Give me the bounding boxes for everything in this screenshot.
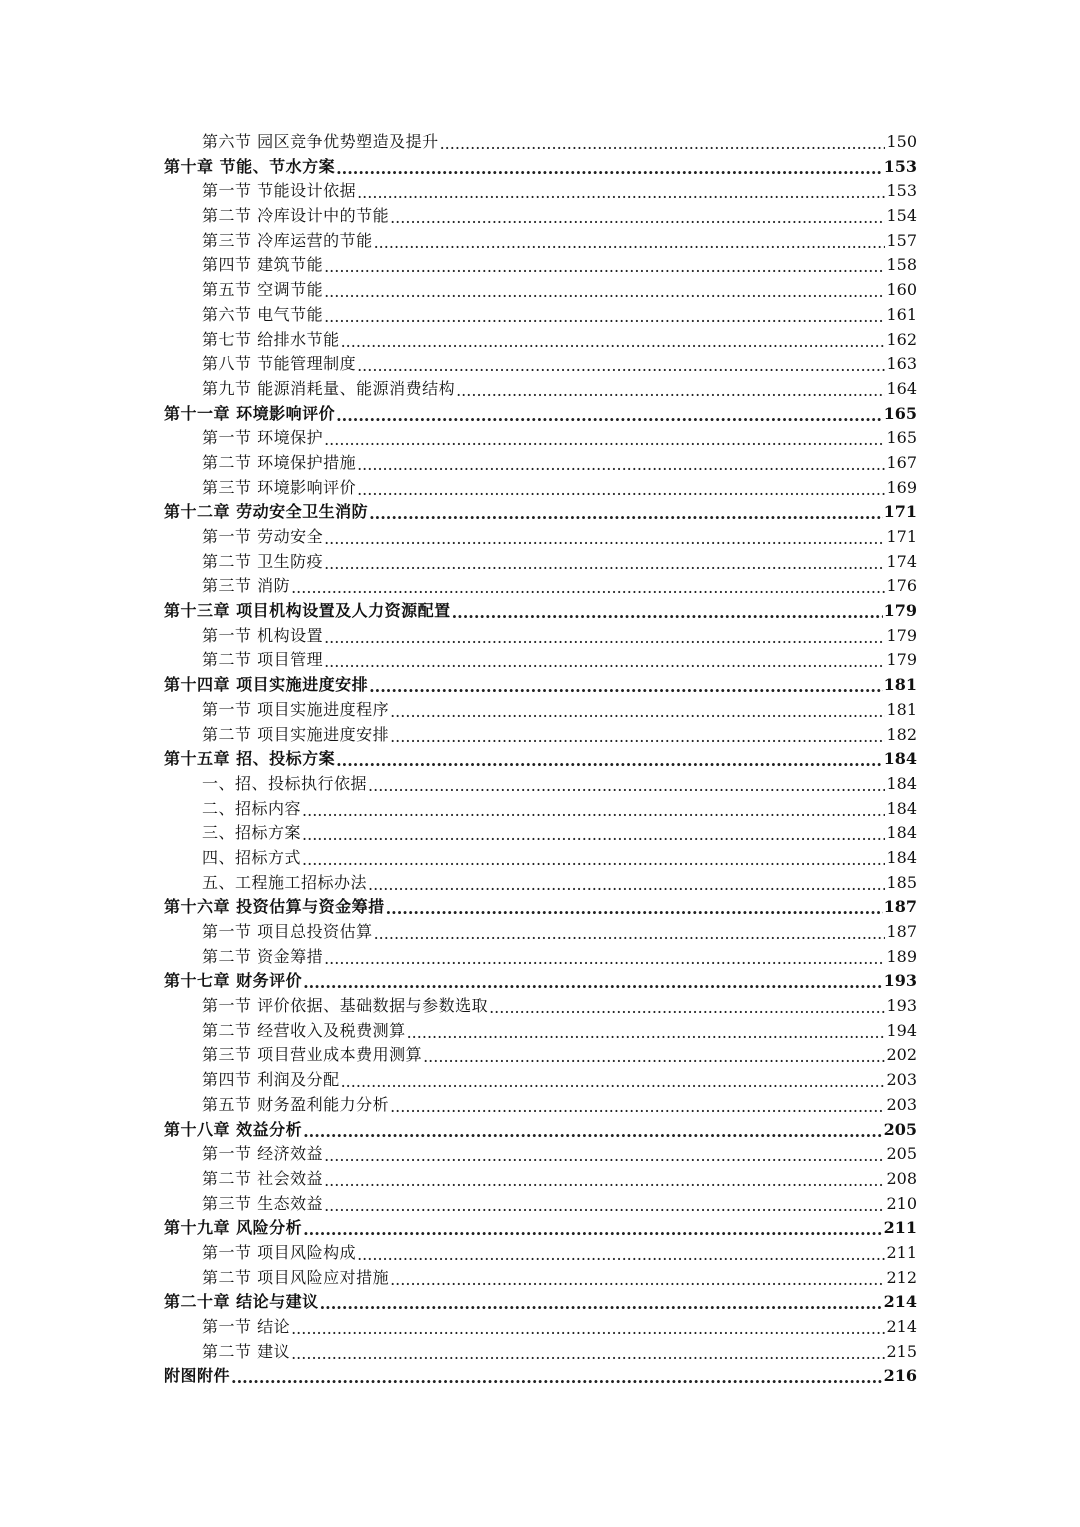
toc-page-number: 187 — [886, 922, 917, 941]
toc-page-number: 171 — [886, 527, 917, 546]
toc-entry-title: 第十五章 招、投标方案 — [164, 749, 336, 769]
toc-page-number: 182 — [886, 724, 917, 744]
dot-leader — [336, 749, 883, 774]
toc-entry-title: 第三节 环境影响评价 — [202, 477, 357, 497]
toc-section-row[interactable] — [164, 624, 917, 649]
toc-entry-title: 第三节 生态效益 — [202, 1193, 324, 1213]
dot-leader — [303, 971, 883, 996]
dot-leader — [357, 354, 885, 379]
toc-page-number: 165 — [883, 403, 917, 423]
dot-leader — [324, 650, 885, 675]
toc-entry-title: 第二节 冷库设计中的节能 — [202, 206, 390, 226]
toc-entry-title: 二、招标内容 — [202, 798, 302, 818]
toc-section-row[interactable] — [164, 846, 917, 871]
dot-leader — [407, 1021, 886, 1046]
toc-chapter-row[interactable] — [164, 500, 917, 525]
toc-chapter-row[interactable] — [164, 673, 917, 698]
dot-leader — [390, 725, 885, 750]
dot-leader — [336, 157, 883, 182]
toc-entry-title: 第二节 环境保护措施 — [202, 452, 357, 472]
toc-entry-title: 第二节 建议 — [202, 1341, 291, 1361]
toc-entry-title: 第一节 评价依据、基础数据与参数选取 — [202, 996, 489, 1016]
toc-chapter-row[interactable] — [164, 969, 917, 994]
toc-entry-title: 第六节 园区竞争优势塑造及提升 — [202, 132, 439, 151]
toc-page-number: 171 — [883, 502, 917, 522]
dot-leader — [324, 626, 885, 651]
toc-entry-title: 三、招标方案 — [202, 823, 302, 843]
dot-leader — [320, 1292, 883, 1317]
toc-page-number: 163 — [886, 354, 917, 374]
toc-page-number: 176 — [886, 576, 917, 596]
toc-entry-title: 第一节 项目风险构成 — [202, 1242, 357, 1262]
toc-entry-title: 第三节 消防 — [202, 576, 291, 596]
dot-leader — [324, 947, 885, 972]
toc-section-row[interactable] — [164, 130, 917, 155]
toc-section-row[interactable] — [164, 328, 917, 353]
dot-leader — [386, 897, 883, 922]
dot-leader — [390, 1268, 885, 1293]
dot-leader — [390, 1095, 885, 1120]
dot-leader — [390, 700, 885, 725]
toc-section-row[interactable] — [164, 1192, 917, 1217]
toc-section-row[interactable] — [164, 426, 917, 451]
dot-leader — [374, 231, 886, 256]
toc-chapter-row[interactable] — [164, 895, 917, 920]
dot-leader — [423, 1045, 885, 1070]
dot-leader — [324, 1194, 885, 1219]
toc-entry-title: 第十一章 环境影响评价 — [164, 403, 336, 423]
toc-entry-title: 第二节 卫生防疫 — [202, 551, 324, 571]
dot-leader — [324, 527, 885, 552]
dot-leader — [303, 1218, 883, 1243]
toc-section-row[interactable] — [164, 1315, 917, 1340]
toc-entry-title: 第七节 给排水节能 — [202, 329, 340, 349]
toc-chapter-row[interactable] — [164, 1290, 917, 1315]
table-of-contents — [164, 130, 917, 1389]
toc-page-number: 214 — [883, 1292, 917, 1312]
dot-leader — [336, 404, 883, 429]
toc-page-number: 212 — [886, 1267, 917, 1287]
toc-page-number: 174 — [886, 551, 917, 571]
toc-entry-title: 附图附件 — [164, 1366, 231, 1386]
dot-leader — [291, 1342, 885, 1367]
toc-page-number: 203 — [886, 1094, 917, 1114]
toc-entry-title: 第十章 节能、节水方案 — [164, 156, 336, 176]
toc-page-number: 154 — [886, 206, 917, 226]
toc-page-number: 184 — [886, 773, 917, 793]
toc-section-row[interactable] — [164, 352, 917, 377]
toc-page-number: 189 — [886, 946, 917, 966]
toc-page-number: 211 — [886, 1242, 917, 1262]
toc-page-number: 187 — [883, 897, 917, 917]
toc-entry-title: 第二节 项目风险应对措施 — [202, 1267, 390, 1287]
toc-section-row[interactable] — [164, 1340, 917, 1365]
toc-entry-title: 第一节 劳动安全 — [202, 527, 324, 546]
toc-entry-title: 第十八章 效益分析 — [164, 1119, 303, 1139]
toc-entry-title: 第一节 环境保护 — [202, 428, 324, 448]
toc-page-number: 153 — [883, 156, 917, 176]
toc-entry-title: 第四节 利润及分配 — [202, 1070, 340, 1090]
dot-leader — [357, 453, 885, 478]
dot-leader — [302, 848, 885, 873]
toc-section-row[interactable] — [164, 1093, 917, 1118]
dot-leader — [489, 996, 885, 1021]
dot-leader — [341, 1070, 886, 1095]
toc-page-number: 181 — [883, 675, 917, 695]
dot-leader — [357, 181, 885, 206]
dot-leader — [369, 502, 883, 527]
dot-leader — [440, 132, 886, 157]
toc-section-row[interactable] — [164, 303, 917, 328]
toc-entry-title: 第二节 社会效益 — [202, 1168, 324, 1188]
toc-entry-title: 第十二章 劳动安全卫生消防 — [164, 502, 369, 522]
toc-section-row[interactable] — [164, 1266, 917, 1291]
toc-chapter-row[interactable] — [164, 1118, 917, 1143]
toc-page-number: 215 — [886, 1341, 917, 1361]
toc-entry-title: 第二节 项目管理 — [202, 650, 324, 670]
toc-entry-title: 第三节 冷库运营的节能 — [202, 230, 373, 250]
toc-entry-title: 第二节 资金筹措 — [202, 946, 324, 966]
toc-entry-title: 第一节 机构设置 — [202, 625, 324, 645]
dot-leader — [324, 255, 885, 280]
toc-chapter-row[interactable] — [164, 1216, 917, 1241]
toc-chapter-row[interactable] — [164, 747, 917, 772]
dot-leader — [452, 601, 883, 626]
toc-entry-title: 第八节 节能管理制度 — [202, 354, 357, 374]
toc-entry-title: 第一节 项目总投资估算 — [202, 922, 373, 941]
toc-section-row[interactable] — [164, 821, 917, 846]
toc-page-number: 205 — [886, 1144, 917, 1164]
toc-section-row[interactable] — [164, 179, 917, 204]
dot-leader — [390, 206, 885, 231]
dot-leader — [291, 576, 885, 601]
toc-entry-title: 第一节 节能设计依据 — [202, 181, 357, 201]
dot-leader — [324, 428, 885, 453]
toc-section-row[interactable] — [164, 574, 917, 599]
toc-entry-title: 第五节 财务盈利能力分析 — [202, 1094, 390, 1114]
toc-page-number: 162 — [886, 329, 917, 349]
dot-leader — [368, 774, 885, 799]
toc-section-row[interactable] — [164, 698, 917, 723]
toc-entry-title: 第九节 能源消耗量、能源消费结构 — [202, 378, 456, 398]
toc-page-number: 216 — [883, 1366, 917, 1386]
toc-page-number: 157 — [886, 230, 917, 250]
toc-page-number: 179 — [886, 650, 917, 670]
toc-page-number: 184 — [886, 847, 917, 867]
dot-leader — [357, 478, 885, 503]
dot-leader — [341, 330, 886, 355]
toc-entry-title: 第二十章 结论与建议 — [164, 1292, 319, 1312]
dot-leader — [324, 1144, 885, 1169]
toc-page-number: 203 — [886, 1070, 917, 1090]
toc-page-number: 161 — [886, 304, 917, 324]
toc-section-row[interactable] — [164, 525, 917, 550]
dot-leader — [302, 823, 885, 848]
toc-chapter-row[interactable] — [164, 155, 917, 180]
toc-section-row[interactable] — [164, 253, 917, 278]
toc-page-number: 165 — [886, 428, 917, 448]
dot-leader — [374, 922, 886, 947]
dot-leader — [369, 675, 883, 700]
toc-entry-title: 一、招、投标执行依据 — [202, 773, 368, 793]
toc-entry-title: 五、工程施工招标办法 — [202, 872, 368, 892]
toc-section-row[interactable] — [164, 204, 917, 229]
toc-entry-title: 第五节 空调节能 — [202, 280, 324, 300]
toc-entry-title: 第十三章 项目机构设置及人力资源配置 — [164, 601, 451, 621]
toc-chapter-row[interactable] — [164, 402, 917, 427]
dot-leader — [324, 305, 885, 330]
toc-entry-title: 第十六章 投资估算与资金筹措 — [164, 897, 385, 917]
dot-leader — [291, 1317, 885, 1342]
toc-entry-title: 第十九章 风险分析 — [164, 1218, 303, 1238]
toc-entry-title: 四、招标方式 — [202, 847, 302, 867]
toc-entry-title: 第四节 建筑节能 — [202, 255, 324, 275]
toc-section-row[interactable] — [164, 772, 917, 797]
toc-entry-title: 第二节 经营收入及税费测算 — [202, 1020, 406, 1040]
toc-page-number: 211 — [883, 1218, 917, 1238]
dot-leader — [456, 379, 885, 404]
toc-entry-title: 第十七章 财务评价 — [164, 971, 303, 991]
toc-page-number: 194 — [886, 1020, 917, 1040]
toc-section-row[interactable] — [164, 1241, 917, 1266]
toc-page-number: 160 — [886, 280, 917, 300]
dot-leader — [357, 1243, 885, 1268]
toc-entry-title: 第一节 经济效益 — [202, 1144, 324, 1164]
toc-page-number: 179 — [886, 625, 917, 645]
toc-page-number: 184 — [883, 749, 917, 769]
toc-page-number: 181 — [886, 699, 917, 719]
toc-entry-title: 第六节 电气节能 — [202, 304, 324, 324]
toc-section-row[interactable] — [164, 723, 917, 748]
toc-chapter-row[interactable] — [164, 1364, 917, 1389]
toc-section-row[interactable] — [164, 797, 917, 822]
toc-section-row[interactable] — [164, 1142, 917, 1167]
toc-section-row[interactable] — [164, 476, 917, 501]
toc-section-row[interactable] — [164, 945, 917, 970]
toc-section-row[interactable] — [164, 648, 917, 673]
toc-section-row[interactable] — [164, 1167, 917, 1192]
toc-page-number: 184 — [886, 798, 917, 818]
toc-page-number: 153 — [886, 181, 917, 201]
toc-section-row[interactable] — [164, 451, 917, 476]
toc-entry-title: 第一节 结论 — [202, 1317, 291, 1336]
toc-page-number: 185 — [886, 872, 917, 892]
dot-leader — [302, 799, 885, 824]
toc-section-row[interactable] — [164, 920, 917, 945]
toc-page-number: 193 — [886, 996, 917, 1016]
toc-section-row[interactable] — [164, 994, 917, 1019]
toc-entry-title: 第一节 项目实施进度程序 — [202, 699, 390, 719]
dot-leader — [324, 280, 885, 305]
toc-page-number: 210 — [886, 1193, 917, 1213]
dot-leader — [368, 873, 885, 898]
toc-entry-title: 第三节 项目营业成本费用测算 — [202, 1045, 423, 1065]
dot-leader — [324, 1169, 885, 1194]
toc-entry-title: 第二节 项目实施进度安排 — [202, 724, 390, 744]
toc-section-row[interactable] — [164, 550, 917, 575]
toc-section-row[interactable] — [164, 1019, 917, 1044]
toc-page-number: 193 — [883, 971, 917, 991]
toc-page-number: 202 — [886, 1045, 917, 1065]
toc-section-row[interactable] — [164, 278, 917, 303]
toc-entry-title: 第十四章 项目实施进度安排 — [164, 675, 369, 695]
toc-page-number: 150 — [886, 132, 917, 151]
dot-leader — [324, 552, 885, 577]
toc-page-number: 169 — [886, 477, 917, 497]
dot-leader — [303, 1120, 883, 1145]
toc-page-number: 179 — [883, 601, 917, 621]
toc-section-row[interactable] — [164, 229, 917, 254]
toc-page-number: 205 — [883, 1119, 917, 1139]
toc-page-number: 164 — [886, 378, 917, 398]
toc-chapter-row[interactable] — [164, 599, 917, 624]
dot-leader — [231, 1366, 883, 1391]
toc-page-number: 208 — [886, 1168, 917, 1188]
toc-page-number: 158 — [886, 255, 917, 275]
toc-section-row[interactable] — [164, 871, 917, 896]
toc-page-number: 214 — [886, 1317, 917, 1336]
toc-section-row[interactable] — [164, 1043, 917, 1068]
toc-page-number: 184 — [886, 823, 917, 843]
toc-section-row[interactable] — [164, 1068, 917, 1093]
toc-page-number: 167 — [886, 452, 917, 472]
toc-section-row[interactable] — [164, 377, 917, 402]
